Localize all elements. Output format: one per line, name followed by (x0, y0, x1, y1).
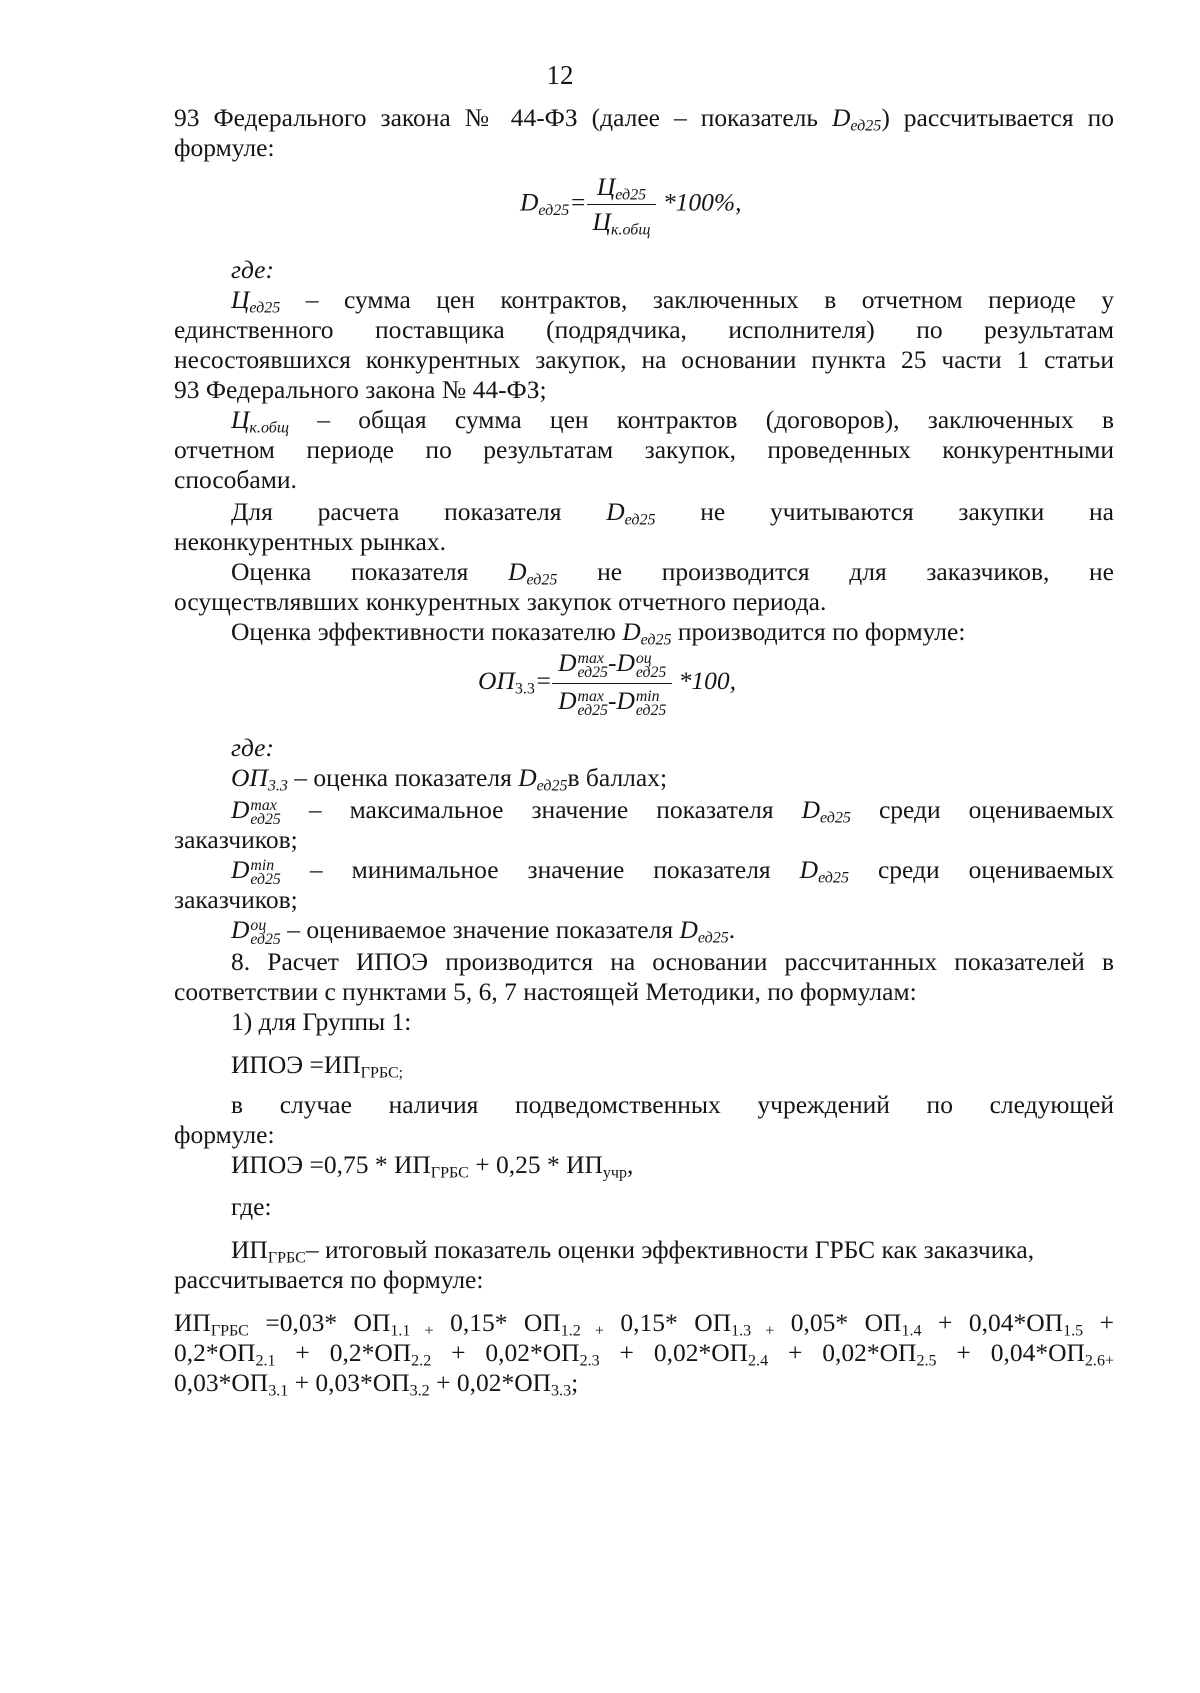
text-line: Оценка показателя $D_{ед25}$ не производится для заказчиков, не (231, 557, 1115, 589)
formula-op-3-3: $ОП_{3.3}=$ D max ед25 -D оц ед25 D max ед25 -D min ед25 *100, (478, 648, 737, 719)
text-line: 8. Расчет ИПОЭ производится на основании рассчитанных показателей в (231, 947, 1114, 976)
text-line: в случае наличия подведомственных учреждений по следующей (231, 1090, 1114, 1119)
text-line: D min ед25 – минимальное значение показателя $D_{ед25}$ среди оцениваемых (231, 855, 1114, 889)
text-line: формуле: (174, 133, 275, 162)
formula-line: ИПОЭ $=0,75 * ИП_{ГРБС} + 0,25 * ИП_{учр}$, (231, 1150, 634, 1182)
text-line: 93 Федерального закона № 44-ФЗ (далее – показатель $D_{ед25}$) рассчитывается по (174, 103, 1114, 135)
text-line: отчетном периоде по результатам закупок, проведенных конкурентными (174, 435, 1114, 464)
formula-line: $ИП_{ГРБС} =0,03*$ $ОП_{1.1 +}$ 0,15* $ОП_{1.2 +}$ 0,15* $ОП_{1.3 +}$ 0,05* $ОП_{1.4} + 0,04*ОП_{1.5}$ + (174, 1308, 1114, 1340)
text-line: D оц ед25 – оцениваемое значение показателя $D_{ед25}$. (231, 915, 736, 949)
text-line: осуществлявших конкурентных закупок отчетного периода. (174, 587, 827, 616)
text-line: неконкурентных рынках. (174, 527, 446, 556)
formula-line: $0,03*ОП_{3.1} + 0,03*ОП_{3.2} + 0,02*ОП_{3.3}$; (174, 1368, 579, 1400)
text-line: способами. (174, 465, 297, 494)
text-line: заказчиков; (174, 825, 298, 854)
text-line: $Ц_{к.общ}$ – общая сумма цен контрактов (договоров), заключенных в (231, 405, 1114, 437)
text-line: заказчиков; (174, 885, 298, 914)
text-line: 1) для Группы 1: (231, 1007, 412, 1036)
where-label: где: (231, 1192, 272, 1221)
formula-d-ed25: $D_{ед25}=$ $\frac{Ц_{ед25}}{Ц_{к.общ}}$ *100%, (520, 172, 742, 239)
page-number: 12 (546, 60, 574, 90)
text-line: несостоявшихся конкурентных закупок, на основании пункта 25 части 1 статьи (174, 345, 1114, 374)
where-label: где: (231, 733, 274, 762)
text-line: Оценка эффективности показателю $D_{ед25}$ производится по формуле: (231, 617, 966, 649)
text-line: рассчитывается по формуле: (174, 1265, 484, 1294)
text-line: 93 Федерального закона № 44-ФЗ; (174, 375, 547, 404)
text-line: D max ед25 – максимальное значение показателя $D_{ед25}$ среди оцениваемых (231, 795, 1114, 829)
text-line: $ИП_{ГРБС}-$ итоговый показатель оценки эффективности ГРБС как заказчика, (231, 1235, 1035, 1267)
text-line: $Ц_{ед25}$ – сумма цен контрактов, заключенных в отчетном периоде у (231, 285, 1114, 317)
where-label: где: (231, 255, 274, 284)
text-line: Для расчета показателя $D_{ед25}$ не учитываются закупки на (231, 497, 1114, 529)
formula-line: $0,2*ОП_{2.1} + 0,2*ОП_{2.2} + 0,02*ОП_{2.3} + 0,02*ОП_{2.4} + 0,02*ОП_{2.5} + 0,04*ОП_{2.6+}$ (174, 1338, 1115, 1370)
text-line: формуле: (174, 1120, 275, 1149)
text-line: соответствии с пунктами 5, 6, 7 настоящей Методики, по формулам: (174, 977, 917, 1006)
fraction: D max ед25 -D оц ед25 D max ед25 -D min ед25 (552, 648, 672, 718)
text-line: $ОП_{3.3}$ – оценка показателя $D_{ед25}в$ баллах; (231, 763, 668, 795)
formula-line: ИПОЭ $=ИП_{ГРБС;}$ (231, 1050, 404, 1082)
fraction: $\frac{Ц_{ед25}}{Ц_{к.общ}}$ (587, 172, 657, 237)
text-line: единственного поставщика (подрядчика, исполнителя) по результатам (174, 315, 1114, 344)
